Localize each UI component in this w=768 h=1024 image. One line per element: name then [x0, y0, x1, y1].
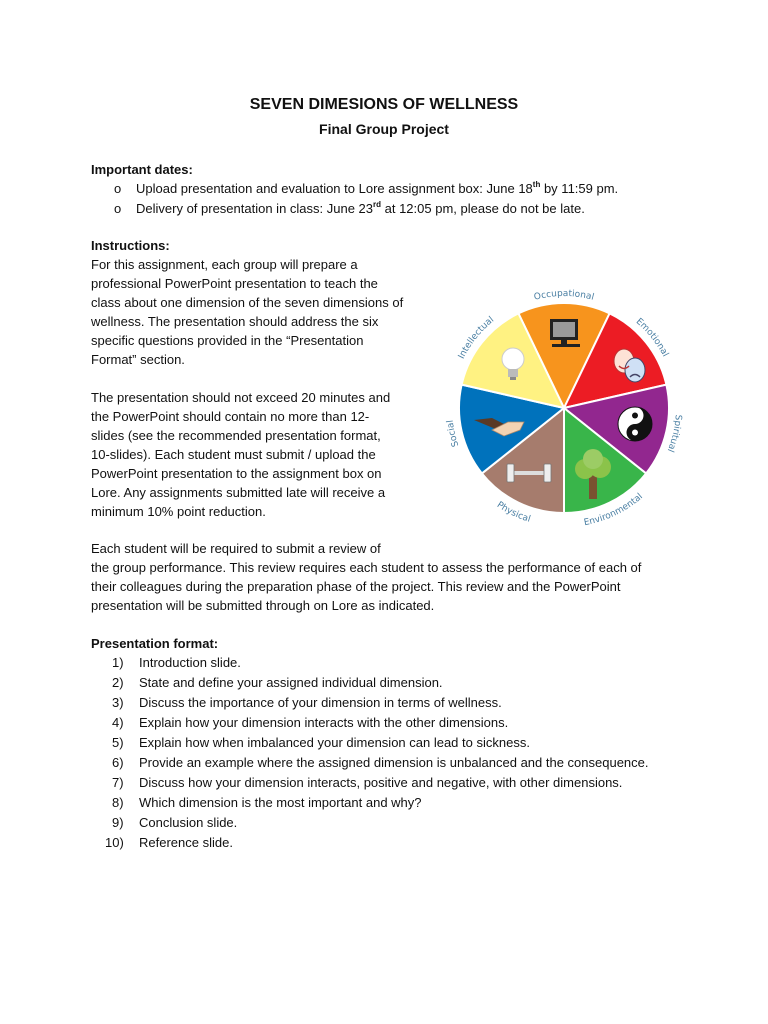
list-item — [91, 653, 711, 673]
presentation-format-list — [91, 653, 711, 853]
paragraph-line: minimum 10% point reduction. — [91, 504, 266, 519]
paragraph-line: 10-slides). Each student must submit / upload the — [91, 447, 376, 462]
date-item — [91, 199, 691, 219]
list-item-text: Explain how your dimension interacts with the other dimensions. — [139, 715, 509, 730]
list-item — [91, 813, 711, 833]
list-item-number: 6) — [112, 755, 124, 770]
instructions-paragraph-3 — [91, 539, 641, 615]
list-item-number: 4) — [112, 715, 124, 730]
wheel-label-spiritual: Spiritual — [664, 414, 683, 454]
date-item-text: Delivery of presentation in class: June 23 — [136, 201, 374, 216]
paragraph-line: the group performance. This review requires each student to assess the performance of each of — [91, 560, 642, 575]
paragraph-line: Format” section. — [91, 352, 185, 367]
list-item-number: 7) — [112, 775, 124, 790]
list-item-text: Which dimension is the most important and why? — [139, 795, 422, 810]
list-item-text: State and define your assigned individual dimension. — [139, 675, 443, 690]
instructions-paragraph-1 — [91, 255, 431, 369]
paragraph-line: wellness. The presentation should address the six — [91, 314, 379, 329]
presentation-format-heading: Presentation format: — [91, 636, 219, 651]
document-title: SEVEN DIMESIONS OF WELLNESS — [249, 96, 519, 113]
date-item-text-after: by 11:59 pm. — [540, 181, 619, 196]
date-item-text: Upload presentation and evaluation to Lore assignment box: June 18 — [136, 181, 533, 196]
list-item — [91, 753, 711, 773]
list-item — [91, 793, 711, 813]
instructions-section — [91, 236, 431, 369]
list-item — [91, 733, 711, 753]
date-item-sup: th — [532, 179, 541, 189]
paragraph-line: slides (see the recommended presentation format, — [91, 428, 381, 443]
list-item-text: Reference slide. — [139, 835, 233, 850]
list-item-number: 5) — [112, 735, 124, 750]
list-item-text: Discuss the importance of your dimension in terms of wellness. — [139, 695, 502, 710]
date-item-text-after: at 12:05 pm, please do not be late. — [381, 201, 585, 216]
presentation-format-section — [91, 634, 711, 853]
list-item-number: 3) — [112, 695, 124, 710]
wheel-label-intellectual: Intellectual — [456, 314, 497, 361]
paragraph-line: class about one dimension of the seven dimensions of — [91, 295, 404, 310]
wheel-label-emotional: Emotional — [633, 316, 671, 359]
list-item-text: Explain how when imbalanced your dimension can lead to sickness. — [139, 735, 530, 750]
list-item — [91, 833, 711, 853]
list-item — [91, 773, 711, 793]
list-item-number: 9) — [112, 815, 124, 830]
list-item — [91, 713, 711, 733]
paragraph-line: Each student will be required to submit a review of — [91, 541, 381, 556]
list-item-number: 1) — [112, 655, 124, 670]
yin-yang-icon — [618, 407, 652, 441]
list-item — [91, 673, 711, 693]
paragraph-line: the PowerPoint should contain no more than 12- — [91, 409, 370, 424]
paragraph-line: The presentation should not exceed 20 minutes and — [91, 390, 391, 405]
paragraph-line: PowerPoint presentation to the assignment box on — [91, 466, 382, 481]
list-item-number: 8) — [112, 795, 124, 810]
list-item-text: Discuss how your dimension interacts, positive and negative, with other dimensions. — [139, 775, 623, 790]
important-dates-list — [91, 179, 691, 219]
list-item-number: 10) — [105, 835, 124, 850]
wellness-wheel-diagram — [445, 288, 683, 528]
list-item — [91, 693, 711, 713]
list-item-text: Introduction slide. — [139, 655, 241, 670]
paragraph-line: Lore. Any assignments submitted late will receive a — [91, 485, 386, 500]
wheel-label-physical: Physical — [494, 500, 532, 525]
paragraph-line: presentation will be submitted through on Lore as indicated. — [91, 598, 435, 613]
wheel-label-occupational: Occupational — [533, 288, 596, 303]
instructions-paragraph-2 — [91, 388, 390, 521]
wheel-label-social: Social — [445, 419, 462, 448]
document-subtitle: Final Group Project — [319, 121, 449, 137]
list-item-number: 2) — [112, 675, 124, 690]
important-dates-section — [91, 160, 691, 219]
date-item-sup: rd — [373, 199, 382, 209]
bullet-marker: o — [114, 181, 122, 196]
paragraph-line: specific questions provided in the “Presentation — [91, 333, 364, 348]
paragraph-line: For this assignment, each group will prepare a — [91, 257, 358, 272]
list-item-text: Conclusion slide. — [139, 815, 238, 830]
paragraph-line: their colleagues during the preparation phase of the project. This review and the PowerPoint — [91, 579, 621, 594]
bullet-marker: o — [114, 201, 122, 216]
paragraph-line: professional PowerPoint presentation to teach the — [91, 276, 378, 291]
date-item — [91, 179, 691, 199]
list-item-text: Provide an example where the assigned dimension is unbalanced and the consequence. — [139, 755, 649, 770]
important-dates-heading: Important dates: — [91, 162, 193, 177]
instructions-heading: Instructions: — [91, 238, 170, 253]
wheel-label-environmental: Environmental — [583, 491, 645, 528]
